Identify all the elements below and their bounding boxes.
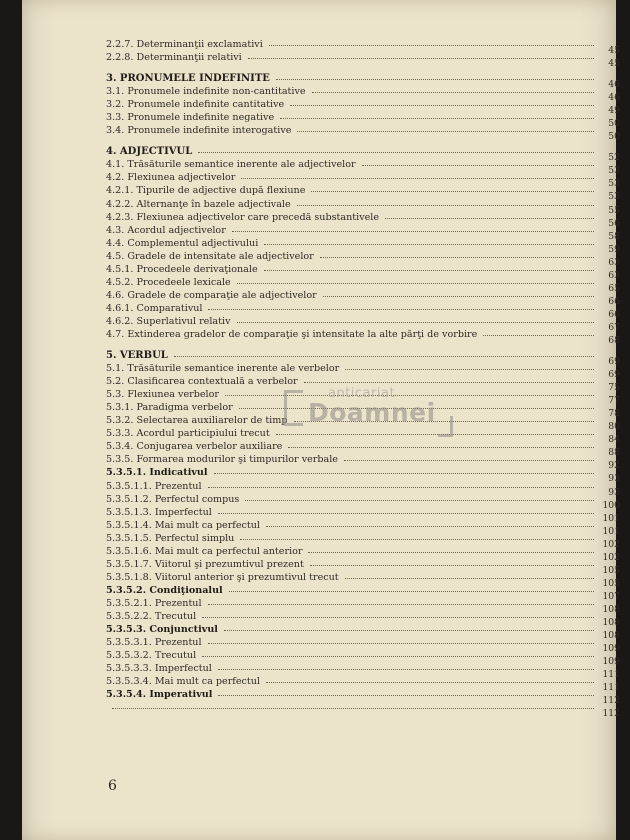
leader-dots [224,630,594,631]
leader-dots [276,79,594,80]
toc-entry [106,98,620,117]
leader-dots [202,656,594,657]
leader-dots [229,591,594,592]
toc-entry-title: 5.3.5.3.4. Mai mult ca perfectul [106,676,260,688]
toc-entry-page: 84 [608,434,620,446]
toc-entry [106,427,620,446]
leader-dots [232,231,594,232]
toc-entry [106,675,620,694]
toc-entry [106,263,620,281]
toc-entry-page: 109 [602,656,620,668]
leader-dots [248,58,594,59]
toc-entry-page: 58 [608,230,620,242]
leader-dots [225,395,594,396]
toc-entry [106,124,620,143]
leader-dots [269,45,594,46]
leader-dots [208,643,594,644]
toc-entry-title: 5.3. Flexiunea verbelor [106,389,219,401]
table-of-contents [106,38,620,720]
leader-dots [241,178,594,179]
toc-entry [106,649,620,668]
toc-entry-title: 5.3.5.3.3. Imperfectul [106,663,212,675]
toc-entry [106,636,620,655]
toc-entry [106,315,620,333]
toc-entry-title: 4.2.3. Flexiunea adjectivelor care precedă substantivele [106,211,380,223]
leader-dots [239,408,594,409]
leader-dots [276,434,594,435]
toc-entry-title: 5.3.5.2.2. Trecutul [106,610,197,622]
toc-entry-title: 4. ADJECTIVUL [106,146,193,158]
toc-entry-page: 53 [608,178,620,190]
toc-entry-page: 59 [608,243,620,255]
toc-entry-title: 2.2.7. Determinanţii exclamativi [106,39,263,50]
toc-entry-page: 46 [608,79,620,91]
toc-entry [106,289,620,307]
toc-entry [106,519,620,537]
toc-entry-title: 4.6.1. Comparativul [106,302,203,314]
leader-dots [345,578,594,579]
toc-entry [106,224,620,242]
toc-entry-page: 69 [608,369,620,381]
toc-entry-title: 3.2. Pronumele indefinite cantitative [106,99,285,111]
toc-entry-page: 75 [608,382,620,394]
toc-entry [106,597,620,615]
toc-entry-title: 4.2.2. Alternanţe în bazele adjectivale [106,198,291,210]
toc-entry-title: 4.5.2. Procedeele lexicale [106,276,231,288]
watermark-big-text: Doamnei [308,398,436,427]
leader-dots [240,539,594,540]
toc-entry-page: 56 [608,217,620,229]
toc-entry-page: 105 [602,577,620,589]
toc-entry-title: 5.3.5.2. Condiţionalul [106,584,223,596]
toc-entry-title: 4.5.1. Procedeele derivaţionale [106,263,258,275]
leader-dots [266,682,594,683]
leader-dots [344,460,594,461]
toc-entry [106,328,620,346]
toc-entry-page: 68 [608,334,620,346]
toc-entry-page: 108 [602,616,620,628]
toc-entry [106,198,620,216]
leader-dots [174,356,594,357]
toc-entry-title: 5.3.3. Acordul participiului trecut [106,428,270,440]
toc-entry-title: 5.3.5.3.2. Trecutul [106,650,197,662]
toc-entry-page: 102 [602,538,620,550]
toc-entry-page: 111 [602,669,620,681]
toc-entry [106,662,620,681]
leader-dots [310,565,594,566]
toc-entry [106,532,620,550]
toc-entry-page: 77 [608,395,620,407]
page-number: 6 [108,778,117,794]
leader-dots [323,296,594,297]
toc-entry-title: 5.3.5.1. Indicativul [106,467,208,479]
toc-entry-title: 5.3.5.1.6. Mai mult ca perfectul anterior [106,545,303,557]
toc-entry-title: 4.6. Gradele de comparaţie ale adjectivelor [106,289,317,301]
toc-entry-title: 5.3.5.4. Imperativul [106,689,213,701]
toc-entry-page: 50 [608,131,620,143]
toc-entry-title: 4.3. Acordul adjectivelor [106,224,226,236]
toc-entry [106,237,620,255]
toc-entry-title: 5.3.5. Formarea modurilor şi timpurilor verbale [106,454,338,466]
toc-entry [106,701,620,720]
toc-entry-page: 105 [602,564,620,576]
toc-section-heading [106,72,620,91]
leader-dots [218,695,594,696]
toc-entry-title: 5.3.5.1.4. Mai mult ca perfectul [106,519,260,531]
toc-entry-page: 69 [608,356,620,368]
toc-entry-page: 93 [608,473,620,485]
leader-dots [290,105,594,106]
toc-entry-page: 66 [608,295,620,307]
leader-dots [245,500,594,501]
leader-dots [198,152,594,153]
leader-dots [483,335,594,336]
toc-entry [106,545,620,563]
toc-entry [106,51,620,70]
toc-entry-title: 5.3.5.1.2. Perfectul compus [106,493,240,505]
book-page [22,0,620,840]
toc-entry-title: 3.4. Pronumele indefinite interogative [106,125,292,137]
watermark-small-text: anticariat [328,386,396,401]
toc-entry [106,171,620,190]
toc-entry-page: 108 [602,630,620,642]
toc-entry [106,414,620,433]
leader-dots [218,513,594,514]
toc-entry-page: 45 [608,58,620,70]
toc-entry-title: 3.3. Pronumele indefinite negative [106,112,275,124]
leader-dots [208,604,594,605]
toc-entry-title: 5. VERBUL [106,350,168,362]
toc-entry-page: 108 [602,603,620,615]
toc-entry-page: 65 [608,282,620,294]
toc-entry [106,362,620,381]
leader-dots [264,244,594,245]
toc-entry-page: 92 [608,460,620,472]
leader-dots [297,131,594,132]
leader-dots [385,218,594,219]
toc-entry [106,506,620,524]
toc-entry [106,493,620,511]
leader-dots [312,92,594,93]
toc-entry-page: 112 [602,708,620,720]
toc-entry [106,623,620,642]
toc-entry-title: 4.7. Extinderea gradelor de comparaţie şi intensitate la alte părţi de vorbire [106,328,478,340]
toc-entry [106,184,620,203]
toc-entry [106,466,620,485]
toc-entry-page: 66 [608,308,620,320]
toc-entry-page: 49 [608,105,620,117]
leader-dots [237,283,594,284]
toc-entry-page: 109 [602,643,620,655]
toc-entry-title: 5.3.5.3. Conjunctivul [106,624,218,636]
toc-entry [106,584,620,602]
toc-entry [106,302,620,320]
toc-entry [106,158,620,177]
leader-dots [297,205,594,206]
toc-entry-title: 5.1. Trăsăturile semantice inerente ale verbelor [106,363,340,375]
leader-dots [320,257,594,258]
leader-dots [214,473,594,474]
toc-entry-page: 50 [608,118,620,130]
toc-entry-title: 5.3.4. Conjugarea verbelor auxiliare [106,441,283,453]
toc-entry-page: 111 [602,682,620,694]
toc-entry [106,211,620,229]
toc-entry-title: 2.2.8. Determinanţii relativi [106,52,242,64]
leader-dots [112,708,594,709]
toc-entry-title: 5.3.1. Paradigma verbelor [106,402,233,414]
toc-entry-title: 5.3.5.1.8. Viitorul anterior şi prezumtivul trecut [106,571,339,583]
toc-entry-page: 53 [608,165,620,177]
toc-entry-page: 107 [602,590,620,602]
toc-entry-page: 45 [608,45,620,56]
toc-entry-page: 55 [608,204,620,216]
leader-dots [304,382,594,383]
leader-dots [266,526,594,527]
toc-entry-page: 53 [608,191,620,203]
toc-entry [106,558,620,576]
toc-entry-title: 4.2. Flexiunea adjectivelor [106,172,236,184]
leader-dots [362,165,594,166]
toc-entry-title: 5.3.5.1.7. Viitorul şi prezumtivul prezent [106,558,304,570]
toc-entry [106,571,620,589]
toc-entry-title: 4.6.2. Superlativul relativ [106,315,231,327]
toc-entry-page: 88 [608,447,620,459]
leader-dots [208,309,594,310]
leader-dots [294,421,595,422]
toc-entry [106,440,620,459]
toc-entry-title: 3. PRONUMELE INDEFINITE [106,73,270,85]
toc-entry-title: 5.2. Clasificarea contextuală a verbelor [106,376,298,388]
toc-entry-page: 78 [608,408,620,420]
toc-entry-title: 5.3.5.2.1. Prezentul [106,597,202,609]
toc-entry-page: 67 [608,321,620,333]
leader-dots [311,191,594,192]
toc-entry [106,453,620,472]
leader-dots [288,447,594,448]
toc-entry-title: 4.4. Complementul adjectivului [106,237,259,249]
toc-entry [106,688,620,707]
leader-dots [280,118,594,119]
toc-entry-title: 4.1. Trăsăturile semantice inerente ale adjectivelor [106,159,356,171]
toc-entry-title: 5.3.5.3.1. Prezentul [106,637,202,649]
toc-entry-title: 5.3.5.1.3. Imperfectul [106,506,212,518]
leader-dots [264,270,594,271]
toc-entry-page: 102 [602,551,620,563]
toc-entry-page: 93 [608,486,620,498]
toc-entry-title: 5.3.5.1.5. Perfectul simplu [106,532,235,544]
leader-dots [218,669,594,670]
toc-entry-page: 63 [608,269,620,281]
toc-entry-page: 63 [608,256,620,268]
leader-dots [308,552,594,553]
toc-section-heading [106,349,620,368]
toc-entry-page: 101 [602,525,620,537]
toc-entry-title: 5.3.5.1.1. Prezentul [106,480,202,492]
leader-dots [345,369,594,370]
leader-dots [208,487,594,488]
toc-entry [106,610,620,628]
leader-dots [202,617,594,618]
toc-entry [106,85,620,104]
toc-entry [106,388,620,407]
toc-entry-page: 46 [608,92,620,104]
toc-section-heading [106,145,620,164]
toc-entry-page: 101 [602,512,620,524]
leader-dots [237,322,595,323]
toc-entry-page: 52 [608,152,620,164]
toc-entry [106,276,620,294]
toc-entry [106,250,620,268]
toc-entry [106,111,620,130]
toc-entry-page: 112 [602,695,620,707]
toc-entry-page: 100 [602,499,620,511]
toc-entry [106,480,620,498]
toc-entry-title: 4.5. Gradele de intensitate ale adjectivelor [106,250,314,262]
toc-entry-title: 5.3.2. Selectarea auxiliarelor de timp [106,415,288,427]
toc-entry-page: 80 [608,421,620,433]
toc-entry-title: 4.2.1. Tipurile de adjective după flexiune [106,185,306,197]
toc-entry-title: 3.1. Pronumele indefinite non-cantitative [106,86,306,98]
toc-entry [106,38,620,56]
